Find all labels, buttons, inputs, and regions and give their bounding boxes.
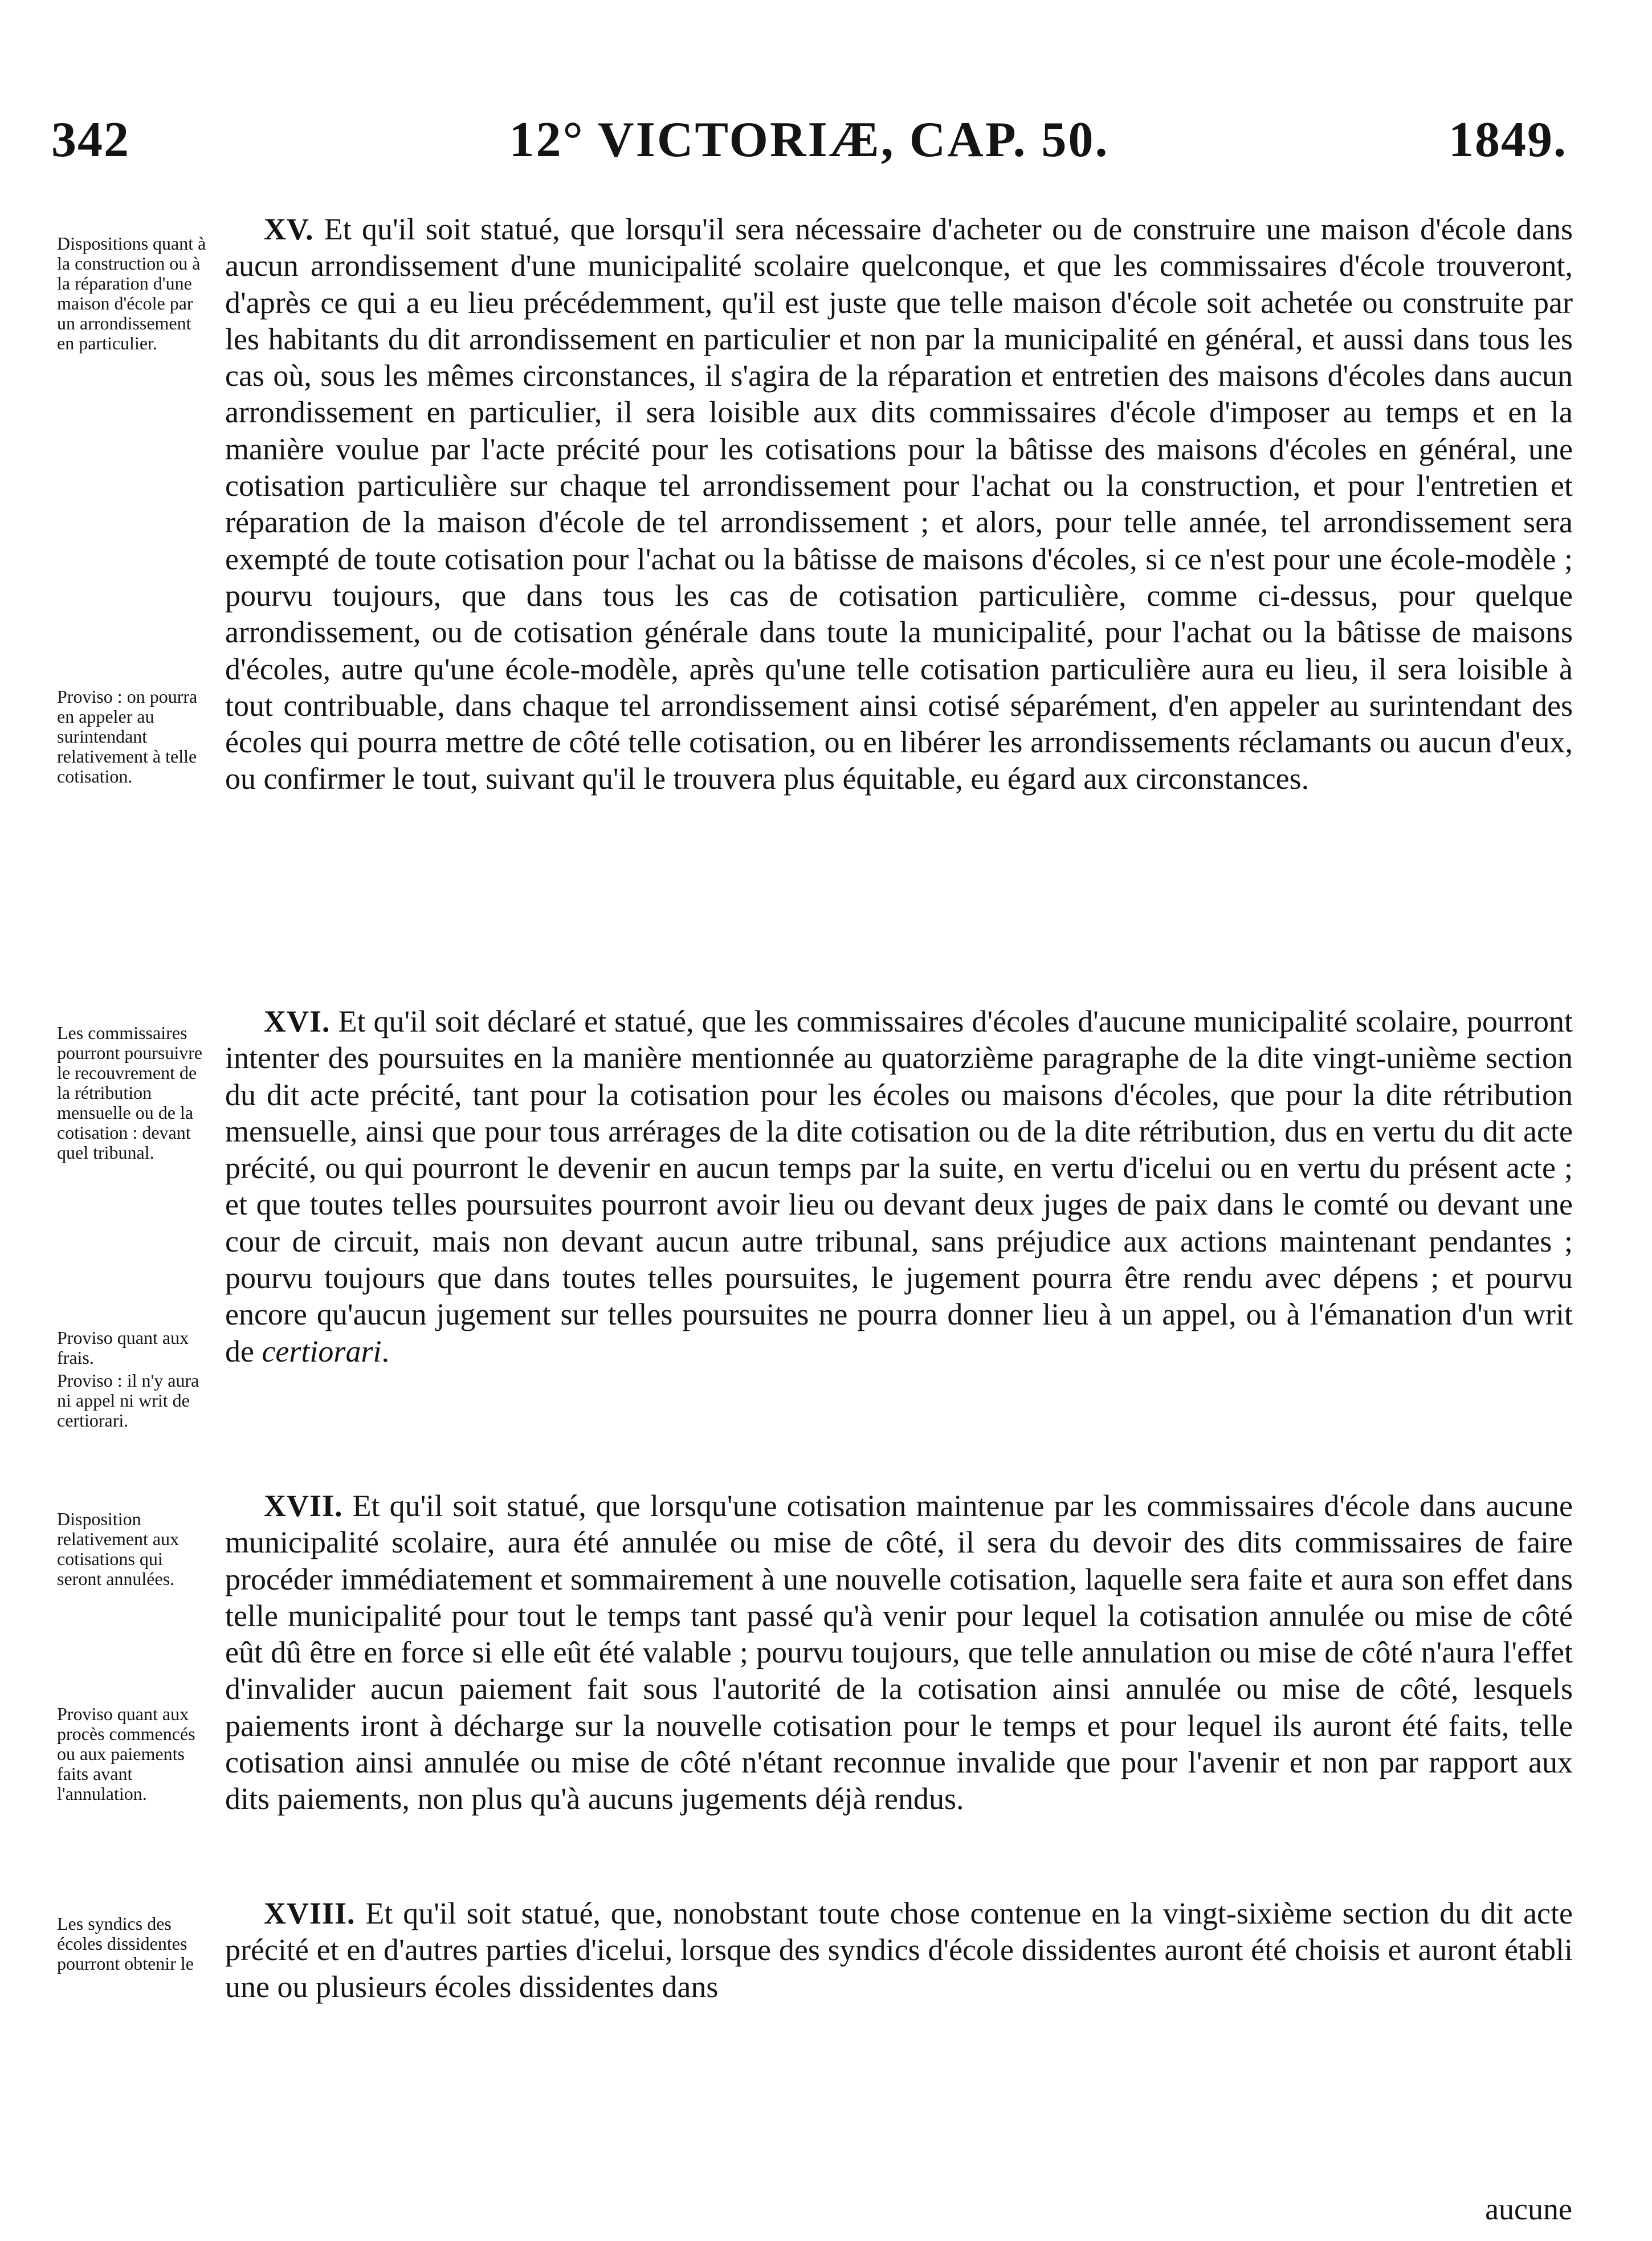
section-number: XV. [264, 212, 314, 246]
year: 1849. [1449, 112, 1567, 168]
margin-note-proviso-payments: Proviso quant aux procès commencés ou aux paiements faits avant l'annulation. [57, 1704, 195, 1804]
section-text: Et qu'il soit statué, que lorsqu'une cotisation maintenue par les commissaires d'école dans aucune municipalité scolaire, aura été annulée ou mise de côté, il sera du devoir des dits commissaires de faire procéder immédiatement et sommairement à une nouvelle cotisation, laquelle sera faite et aura son effet dans telle municipalité pour tout le temps tant passé qu'à venir pour lequel la cotisation annulée ou mise de côté eût dû être en force si elle eût été valable ; pourvu toujours, que telle annulation ou mise de côté n'aura l'effet d'invalider aucun paiement fait sous l'autorité de la cotisation ainsi annulée ou mise de côté, lesquels paiements iront à décharge sur la nouvelle cotisation pour le temps et pour lequel ils auront été faits, telle cotisation ainsi annulée ou mise de côté n'étant reconnue invalide que pour l'avenir et non par rapport aux dits paiements, non plus qu'à aucuns jugements déjà rendus. [225, 1489, 1573, 1816]
section-17 [225, 1488, 1573, 1818]
margin-note-proviso-appeal: Proviso : on pourra en appeler au surintendant relativement à telle cotisation. [57, 686, 198, 787]
section-number: XVIII. [264, 1896, 356, 1930]
section-text: Et qu'il soit déclaré et statué, que les commissaires d'écoles d'aucune municipalité scolaire, pourront intenter des poursuites en la manière mentionnée au quatorzième paragraphe de la dite vingt-unième section du dit acte précité, tant pour la cotisation pour les écoles ou maisons d'écoles, que pour la dite rétribution mensuelle, ainsi que pour tous arrérages de la dite cotisation ou de la dite rétribution, dus en vertu du dit acte précité, ou qui pourront le devenir en aucun temps par la suite, en vertu d'icelui ou en vertu du présent acte ; et que toutes telles poursuites pourront avoir lieu ou devant deux juges de paix dans le comté ou devant une cour de circuit, mais non devant aucun autre tribunal, sans préjudice aux actions maintenant pendantes ; pourvu toujours que dans toutes telles poursuites, le jugement pourra être rendu avec dépens ; et pourvu encore qu'aucun jugement sur telles poursuites ne pourra donner lieu à un appel, ou à l'émanation d'un writ de [225, 1004, 1573, 1368]
running-header [51, 111, 1567, 174]
section-text: Et qu'il soit statué, que, nonobstant toute chose contenue en la vingt-sixième section du dit acte précité et en d'autres parties d'icelui, lorsque des syndics d'école dissidentes auront été choisis et auront établi une ou plusieurs écoles dissidentes dans [225, 1896, 1573, 2004]
running-title: 12° VICTORIÆ, CAP. 50. [509, 112, 1110, 168]
margin-note-proviso-certiorari: Proviso : il n'y aura ni appel ni writ de certiorari. [57, 1370, 199, 1431]
section-18 [225, 1895, 1573, 2005]
page-number: 342 [51, 112, 130, 168]
margin-note-section-16: Les commissaires pourront poursuivre le recouvrement de la rétribution mensuelle ou de la cotisation : devant quel tribunal. [57, 1022, 203, 1163]
section-16 [225, 1003, 1573, 1370]
margin-note-proviso-costs: Proviso quant aux frais. [57, 1327, 189, 1368]
catchword: aucune [1485, 2192, 1572, 2226]
section-15 [225, 211, 1573, 797]
section-number: XVI. [264, 1004, 331, 1038]
section-text-end: . [381, 1334, 389, 1368]
section-text: Et qu'il soit statué, que lorsqu'il sera nécessaire d'acheter ou de construire une maison d'école dans aucun arrondissement d'une municipalité scolaire quelconque, et que les commissaires d'école trouveront, d'après ce qui a eu lieu précédemment, qu'il est juste que telle maison d'école soit achetée ou construite par les habitants du dit arrondissement en particulier et non par la municipalité en général, et aussi dans tous les cas où, sous les mêmes circonstances, il s'agira de la réparation et entretien des maisons d'écoles dans aucun arrondissement en particulier, il sera loisible aux dits commissaires d'école d'imposer au temps et en la manière voulue par l'acte précité pour les cotisations pour la bâtisse des maisons d'écoles en général, une cotisation particulière sur chaque tel arrondissement pour l'achat ou la construction, et pour l'entretien et réparation de la maison d'école de tel arrondissement ; et alors, pour telle année, tel arrondissement sera exempté de toute cotisation pour l'achat ou la bâtisse de maisons d'écoles, si ce n'est pour une école-modèle ; pourvu toujours, que dans tous les cas de cotisation particulière, comme ci-dessus, pour quelque arrondissement, ou de cotisation générale dans toute la municipalité, pour l'achat ou la bâtisse de maisons d'écoles, autre qu'une école-modèle, après qu'une telle cotisation particulière aura eu lieu, il sera loisible à tout contribuable, dans chaque tel arrondissement ainsi cotisé séparément, d'en appeler au surintendant des écoles qui pourra mettre de côté telle cotisation, ou en libérer les arrondissements réclamants ou aucun d'eux, ou confirmer le tout, suivant qu'il le trouvera plus équitable, eu égard aux circonstances. [225, 212, 1573, 796]
margin-note-section-18: Les syndics des écoles dissidentes pourront obtenir le [57, 1913, 194, 1974]
italic-term: certiorari [262, 1334, 382, 1368]
margin-note-section-17: Disposition relativement aux cotisations qui seront annulées. [57, 1509, 180, 1589]
margin-note-section-15: Dispositions quant à la construction ou à la réparation d'une maison d'école par un arrondissement en particulier. [57, 233, 206, 353]
section-number: XVII. [264, 1489, 343, 1523]
